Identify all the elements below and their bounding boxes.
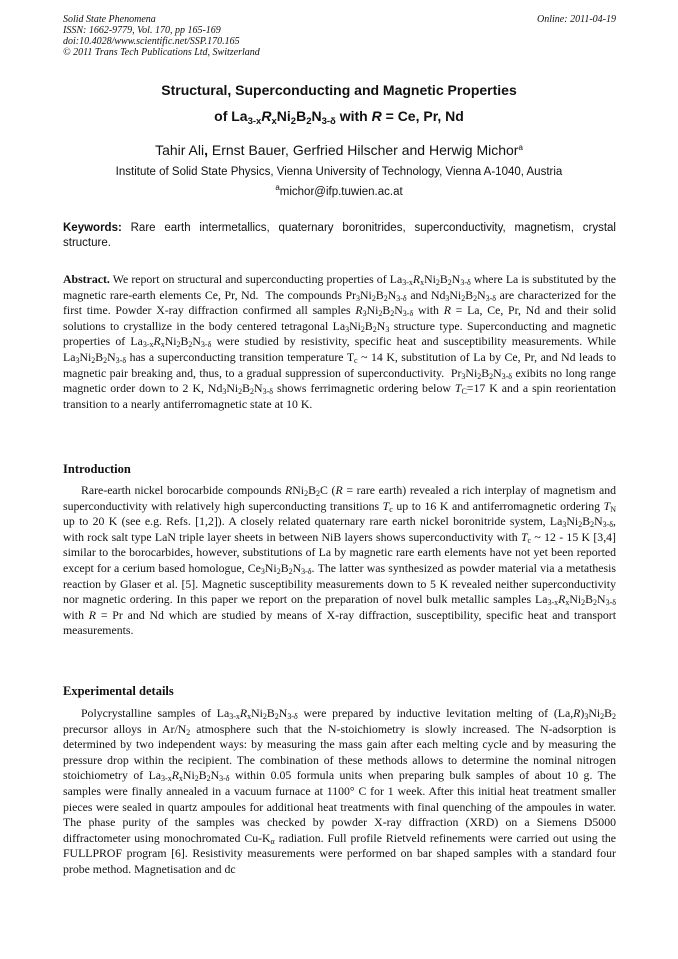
experimental-paragraph: Polycrystalline samples of $La_{3-x}R_xNi_2B_2N_{3-\delta}$ were prepared by inductive levitation melting of $(La,R)_3Ni_2B_2$ precursor alloys in $Ar/N_2$ atmosphere such that the N-stoichiometry is slowly increased. The N-adsorption is determined by two independent ways: by measuring the mass gain after each melting cycle and by measuring the pressure drop within the recipient. The combination of these methods allows to determine the nominal nitrogen stoichiometry of $La_{3-x}R_xNi_2B_2N_{3-\delta}$ within 0.05 formula units when preparing bulk samples of about 10 g. The samples were finally annealed in a vacuum furnace at 1100° C for 1 week. After this initial heat treatment smaller pieces were sealed in quartz ampoules for additional heat treatments with final quenching of the ampoules in water. The phase purity of the samples was checked by powder X-ray diffraction (XRD) on a Siemens D5000 diffractometer using monochromated $Cu-K_\alpha$ radiation. Full profile Rietveld refinements were carried out using the FULLPROF program [6]. Resistivity measurements were performed on bar shaped samples with a standard four probe method. Magnetisation and dc — [63, 706, 616, 876]
abstract-label: Abstract. — [63, 272, 110, 286]
author-email: $^a$michor@ifp.tuwien.ac.at — [275, 183, 403, 198]
journal-header — [63, 14, 616, 58]
paper-title-line-2: of $La_{3-x}R_xNi_2B_2N_{3-\delta}$ with R = Ce, Pr, Nd — [214, 108, 464, 127]
keywords-text: Rare earth intermetallics, quaternary boronitrides, superconductivity, magnetism, crystal structure. — [63, 222, 616, 249]
section-heading-experimental: Experimental details — [63, 684, 174, 698]
paper-title-line-1: Structural, Superconducting and Magnetic Properties — [161, 82, 517, 98]
journal-doi: doi:10.4028/www.scientific.net/SSP.170.165 — [63, 36, 240, 47]
author-affiliation: Institute of Solid State Physics, Vienna University of Technology, Vienna A-1040, Austria — [115, 166, 563, 178]
journal-issn: ISSN: 1662-9779, Vol. 170, pp 165-169 — [63, 25, 221, 36]
abstract: Abstract. We report on structural and superconducting properties of $La_{3-x}R_xNi_2B_2N_{3-\delta}$ where La is substituted by the magnetic rare-earth elements Ce, Pr, Nd. The compounds $Pr_3Ni_2B_2N_{3-\delta}$ and $Nd_3Ni_2B_2N_{3-\delta}$ are characterized for the first time. Powder X-ray diffraction confirmed all samples $R_3Ni_2B_2N_{3-\delta}$ with R = La, Ce, Pr, Nd and their solid solutions to crystallize in the body centered tetragonal $La_3Ni_2B_2N_3$ structure type. Superconducting and magnetic properties of $La_{3-x}R_xNi_2B_2N_{3-\delta}$ were studied by resistivity, specific heat and susceptibility measurements. While $La_3Ni_2B_2N_{3-\delta}$ has a superconducting transition temperature $T_c$ ~ 14 K, substitution of La by Ce, Pr, and Nd leads to magnetic pair breaking and, thus, to a gradual suppression of superconductivity. $Pr_3Ni_2B_2N_{3-\delta}$ exibits no long range magnetic order down to 2 K, $Nd_3Ni_2B_2N_{3-\delta}$ shows ferrimagnetic ordering below $T_C=17$ K and a spin reorientation transition to a nearly antiferromagnetic state at 10 K. — [63, 272, 617, 411]
journal-copyright: © 2011 Trans Tech Publications Ltd, Switzerland — [63, 47, 260, 58]
keywords-label: Keywords: — [63, 222, 122, 234]
author-list: Tahir Ali, Ernst Bauer, Gerfried Hilscher and Herwig Michor$^a$ — [155, 142, 523, 158]
introduction-paragraph: Rare-earth nickel borocarbide compounds $RNi_2B_2C$ (R = rare earth) revealed a rich interplay of magnetism and superconductivity with relatively high superconducting transitions $T_c$ up to 16 K and antiferromagnetic ordering $T_N$ up to 20 K (see e.g. Refs. [1,2]). A closely related quaternary rare earth nickel boronitride system, $La_3Ni_2B_2N_{3-\delta}$, with rock salt type LaN triple layer sheets in between NiB layers shows superconductivity with $T_c$ ~ 12 - 15 K [3,4] similar to the borocarbides, however, substitutions of La by magnetic rare earth elements have not yet been reported except for a cerium based homologue, $Ce_3Ni_2B_2N_{3-\delta}$. The latter was synthesized as powder material via a metathesis reaction by Glaser et al. [5]. Magnetic susceptibility measurements down to 5 K revealed neither superconductivity nor magnetic ordering. In this paper we report on the preparation of novel bulk metallic samples $La_{3-x}R_xNi_2B_2N_{3-\delta}$ with R = Pr and Nd which are studied by means of X-ray diffraction, susceptibility, specific heat and transport measurements. — [63, 483, 617, 638]
journal-name: Solid State Phenomena — [63, 14, 156, 25]
section-heading-introduction: Introduction — [63, 462, 131, 476]
online-date: Online: 2011-04-19 — [537, 14, 616, 25]
keywords — [63, 221, 616, 251]
